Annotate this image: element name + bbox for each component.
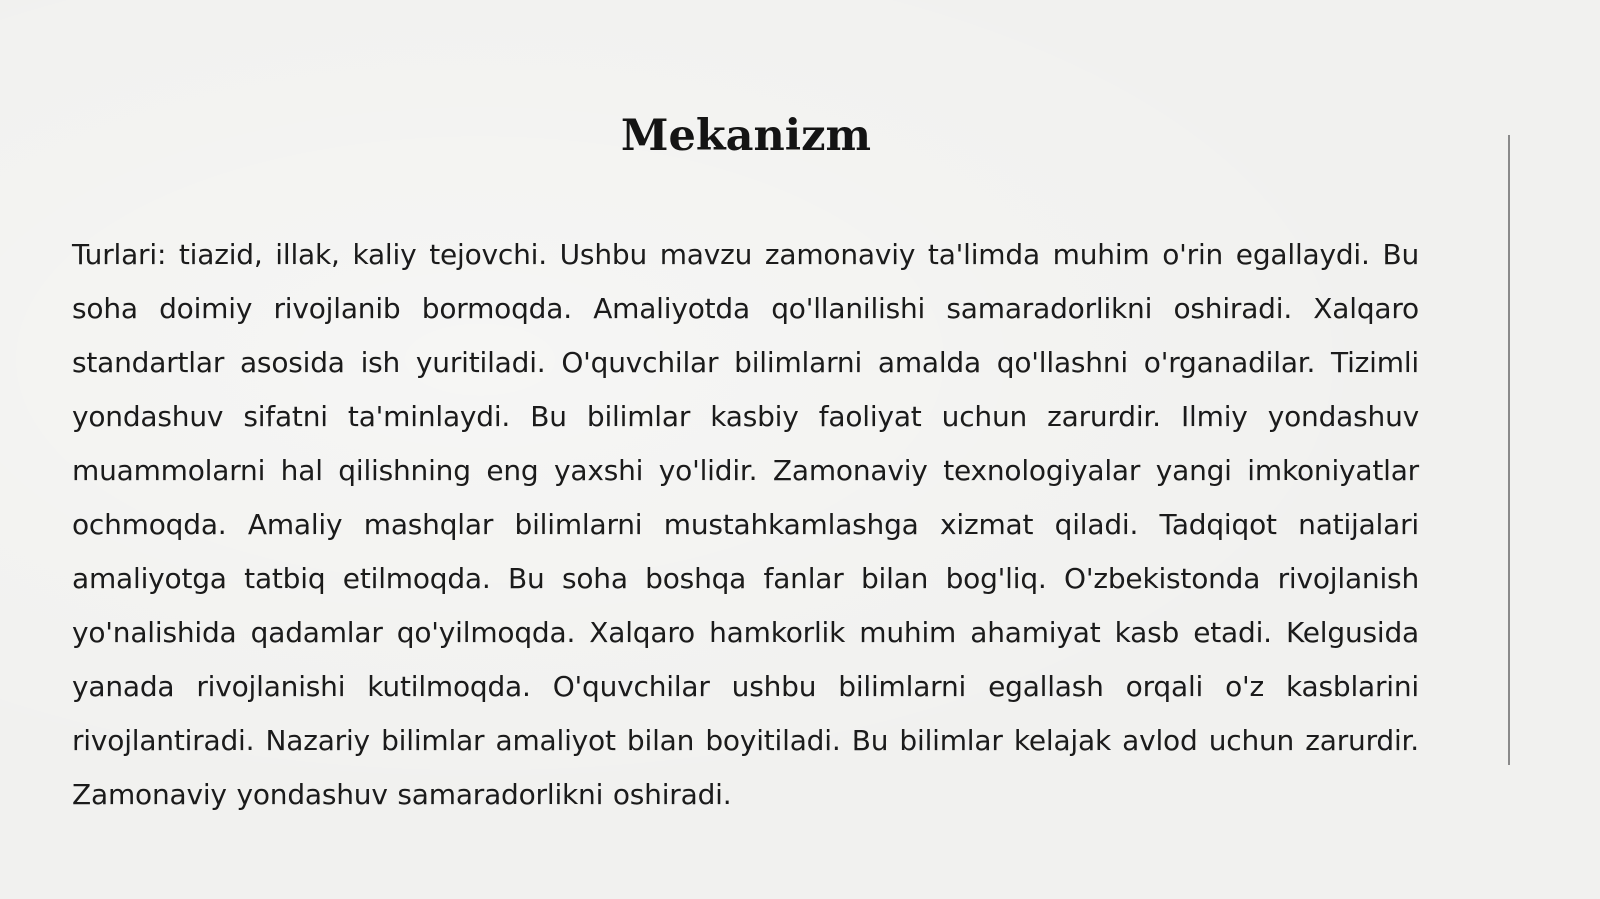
- vertical-divider: [1508, 135, 1510, 765]
- slide-title: Mekanizm: [620, 111, 872, 161]
- body-paragraph: Turlari: tiazid, illak, kaliy tejovchi. Ushbu mavzu zamonaviy ta'limda muhim o'rin egallaydi. Bu soha doimiy rivojlanib bormoqda. Amaliyotda qo'llanilishi samaradorlikni oshiradi. Xalqaro standartlar asosida ish yuritiladi. O'quvchilar bilimlarni amalda qo'llashni o'rganadilar. Tizimli yondashuv sifatni ta'minlaydi. Bu bilimlar kasbiy faoliyat uchun zarurdir. Ilmiy yondashuv muammolarni hal qilishning eng yaxshi yo'lidir. Zamonaviy texnologiyalar yangi imkoniyatlar ochmoqda. Amaliy mashqlar bilimlarni mustahkamlashga xizmat qiladi. Tadqiqot natijalari amaliyotga tatbiq etilmoqda. Bu soha boshqa fanlar bilan bog'liq. O'zbekistonda rivojlanish yo'nalishida qadamlar qo'yilmoqda. Xalqaro hamkorlik muhim ahamiyat kasb etadi. Kelgusida yanada rivojlanishi kutilmoqda. O'quvchilar ushbu bilimlarni egallash orqali o'z kasblarini rivojlantiradi. Nazariy bilimlar amaliyot bilan boyitiladi. Bu bilimlar kelajak avlod uchun zarurdir. Zamonaviy yondashuv samaradorlikni oshiradi.: [72, 238, 1419, 811]
